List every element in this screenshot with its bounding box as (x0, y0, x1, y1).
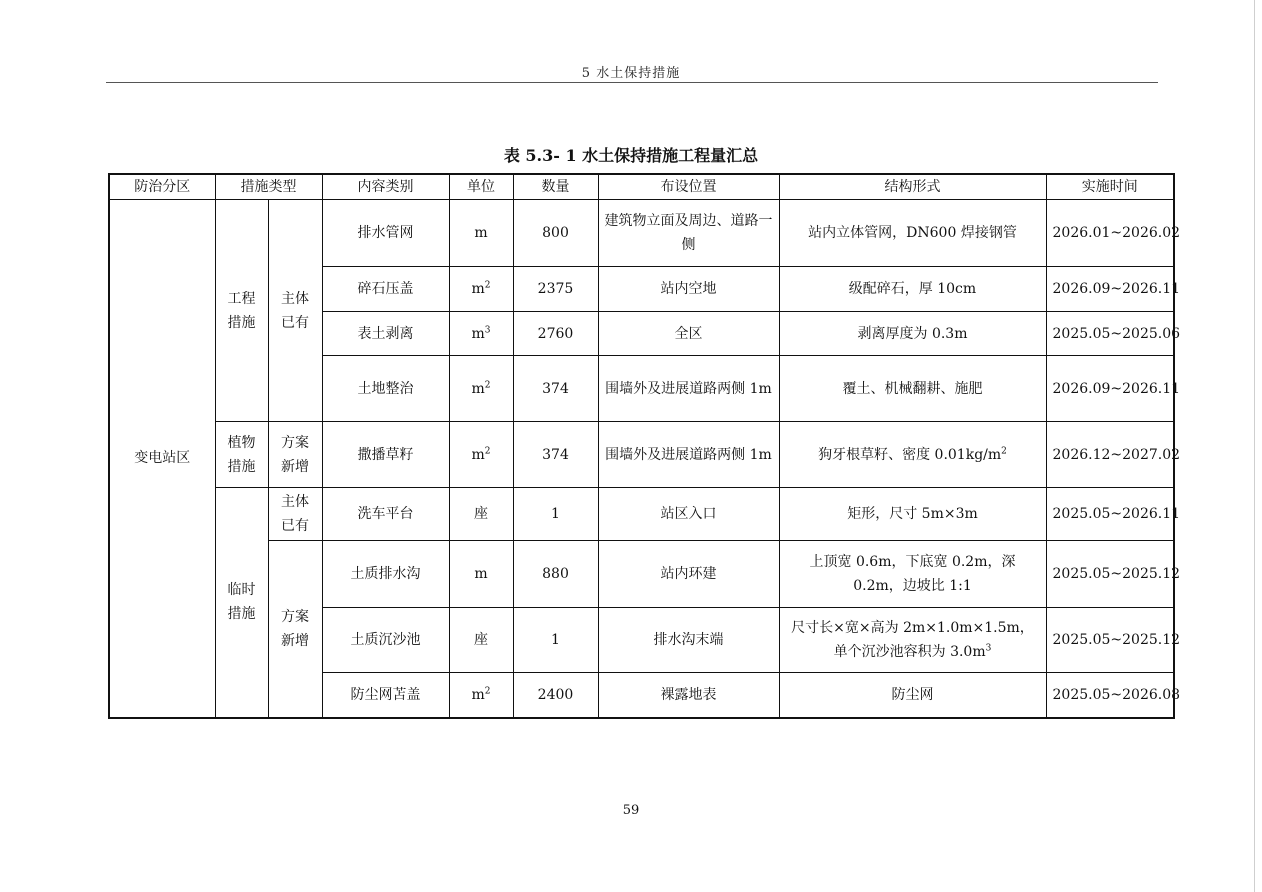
unit-text: m (471, 686, 485, 703)
unit-text: 座 (474, 632, 488, 648)
col-header-zone: 防治分区 (109, 174, 215, 200)
unit-text: m (474, 225, 488, 241)
structure-cell: 覆土、机械翻耕、施肥 (779, 356, 1046, 422)
header-rule (106, 82, 1158, 83)
location-cell: 围墙外及进展道路两侧 1m (598, 356, 779, 422)
measure-type-plant (215, 422, 268, 488)
measure-source-engineering (268, 200, 322, 422)
item-cell: 土质沉沙池 (322, 608, 449, 673)
structure-cell: 矩形，尺寸 5m×3m (779, 488, 1046, 541)
period-cell: 2025.05~2026.11 (1046, 488, 1174, 541)
item-cell: 撒播草籽 (322, 422, 449, 488)
location-cell: 排水沟末端 (598, 608, 779, 673)
measure-source-plant-label: 方案新增 (281, 434, 309, 475)
structure-cell: 剥离厚度为 0.3m (779, 312, 1046, 356)
col-header-measure-type: 措施类型 (215, 174, 322, 200)
unit-cell (449, 673, 513, 718)
unit-superscript: 3 (484, 324, 491, 335)
structure-superscript: 3 (985, 643, 992, 654)
qty-cell: 880 (513, 541, 598, 608)
unit-text: m (471, 380, 485, 397)
unit-cell (449, 200, 513, 267)
unit-cell (449, 541, 513, 608)
item-cell: 土质排水沟 (322, 541, 449, 608)
unit-text: m (471, 325, 485, 342)
zone-cell: 变电站区 (109, 200, 215, 718)
structure-superscript: 2 (1001, 445, 1007, 456)
table-row (109, 422, 1174, 488)
location-cell: 围墙外及进展道路两侧 1m (598, 422, 779, 488)
location-cell: 站区入口 (598, 488, 779, 541)
unit-text: m (474, 566, 488, 582)
period-cell: 2026.12~2027.02 (1046, 422, 1174, 488)
measure-type-engineering (215, 200, 268, 422)
measure-source-engineering-label: 主体已有 (281, 290, 309, 331)
page-number: 59 (622, 803, 640, 818)
table-row (109, 488, 1174, 541)
structure-cell (779, 422, 1046, 488)
measure-source-temporary-new-label: 方案新增 (281, 608, 309, 649)
summary-table (108, 173, 1181, 719)
unit-superscript: 2 (484, 280, 491, 291)
location-cell: 站内空地 (598, 267, 779, 312)
period-cell: 2025.05~2025.06 (1046, 312, 1174, 356)
location-cell: 裸露地表 (598, 673, 779, 718)
structure-cell: 上顶宽 0.6m，下底宽 0.2m，深 0.2m，边坡比 1:1 (779, 541, 1046, 608)
location-cell: 全区 (598, 312, 779, 356)
table-row (109, 200, 1174, 267)
running-header: 5 水土保持措施 (581, 66, 681, 81)
location-cell: 站内环建 (598, 541, 779, 608)
item-cell: 防尘网苫盖 (322, 673, 449, 718)
qty-cell: 2375 (513, 267, 598, 312)
qty-cell: 374 (513, 422, 598, 488)
structure-cell: 级配碎石，厚 10cm (779, 267, 1046, 312)
qty-cell: 1 (513, 488, 598, 541)
unit-cell (449, 356, 513, 422)
unit-text: 座 (474, 506, 488, 522)
col-header-unit: 单位 (449, 174, 513, 200)
structure-cell (779, 608, 1046, 673)
item-cell: 土地整治 (322, 356, 449, 422)
unit-cell (449, 267, 513, 312)
structure-cell: 防尘网 (779, 673, 1046, 718)
period-cell: 2026.09~2026.11 (1046, 267, 1174, 312)
unit-superscript: 2 (484, 686, 491, 697)
measure-source-temporary-existing (268, 488, 322, 541)
measure-type-temporary-label: 临时措施 (227, 582, 256, 623)
period-cell: 2025.05~2025.12 (1046, 608, 1174, 673)
table-row (109, 541, 1174, 608)
structure-cell: 站内立体管网，DN600 焊接钢管 (779, 200, 1046, 267)
unit-cell (449, 608, 513, 673)
period-cell: 2025.05~2025.12 (1046, 541, 1174, 608)
item-cell: 洗车平台 (322, 488, 449, 541)
col-header-period: 实施时间 (1046, 174, 1174, 200)
measure-type-plant-label: 植物措施 (227, 434, 256, 475)
qty-cell: 800 (513, 200, 598, 267)
col-header-quantity: 数量 (513, 174, 598, 200)
col-header-structure: 结构形式 (779, 174, 1046, 200)
col-header-item: 内容类别 (322, 174, 449, 200)
unit-superscript: 2 (484, 445, 491, 456)
unit-superscript: 2 (484, 379, 491, 390)
page-edge-rule (1254, 0, 1255, 892)
item-cell: 表土剥离 (322, 312, 449, 356)
measure-type-temporary (215, 488, 268, 718)
table-header-row (109, 174, 1174, 200)
period-cell: 2025.05~2026.08 (1046, 673, 1174, 718)
measure-source-plant (268, 422, 322, 488)
col-header-location: 布设位置 (598, 174, 779, 200)
qty-cell: 374 (513, 356, 598, 422)
location-cell: 建筑物立面及周边、道路一侧 (598, 200, 779, 267)
measure-source-temporary-new (268, 541, 322, 718)
structure-text: 尺寸长×宽×高为 2m×1.0m×1.5m，单个沉沙池容积为 3.0m (791, 620, 1034, 660)
unit-cell (449, 422, 513, 488)
qty-cell: 1 (513, 608, 598, 673)
qty-cell: 2760 (513, 312, 598, 356)
period-cell: 2026.01~2026.02 (1046, 200, 1174, 267)
unit-cell (449, 488, 513, 541)
unit-text: m (471, 446, 485, 463)
structure-text: 狗牙根草籽、密度 0.01kg/m (818, 446, 1002, 463)
measure-source-temporary-existing-label: 主体已有 (281, 494, 309, 534)
qty-cell: 2400 (513, 673, 598, 718)
item-cell: 碎石压盖 (322, 267, 449, 312)
unit-cell (449, 312, 513, 356)
measure-type-engineering-label: 工程措施 (227, 290, 256, 331)
item-cell: 排水管网 (322, 200, 449, 267)
unit-text: m (471, 281, 485, 297)
period-cell: 2026.09~2026.11 (1046, 356, 1174, 422)
table-caption: 表 5.3- 1 水土保持措施工程量汇总 (503, 146, 759, 165)
